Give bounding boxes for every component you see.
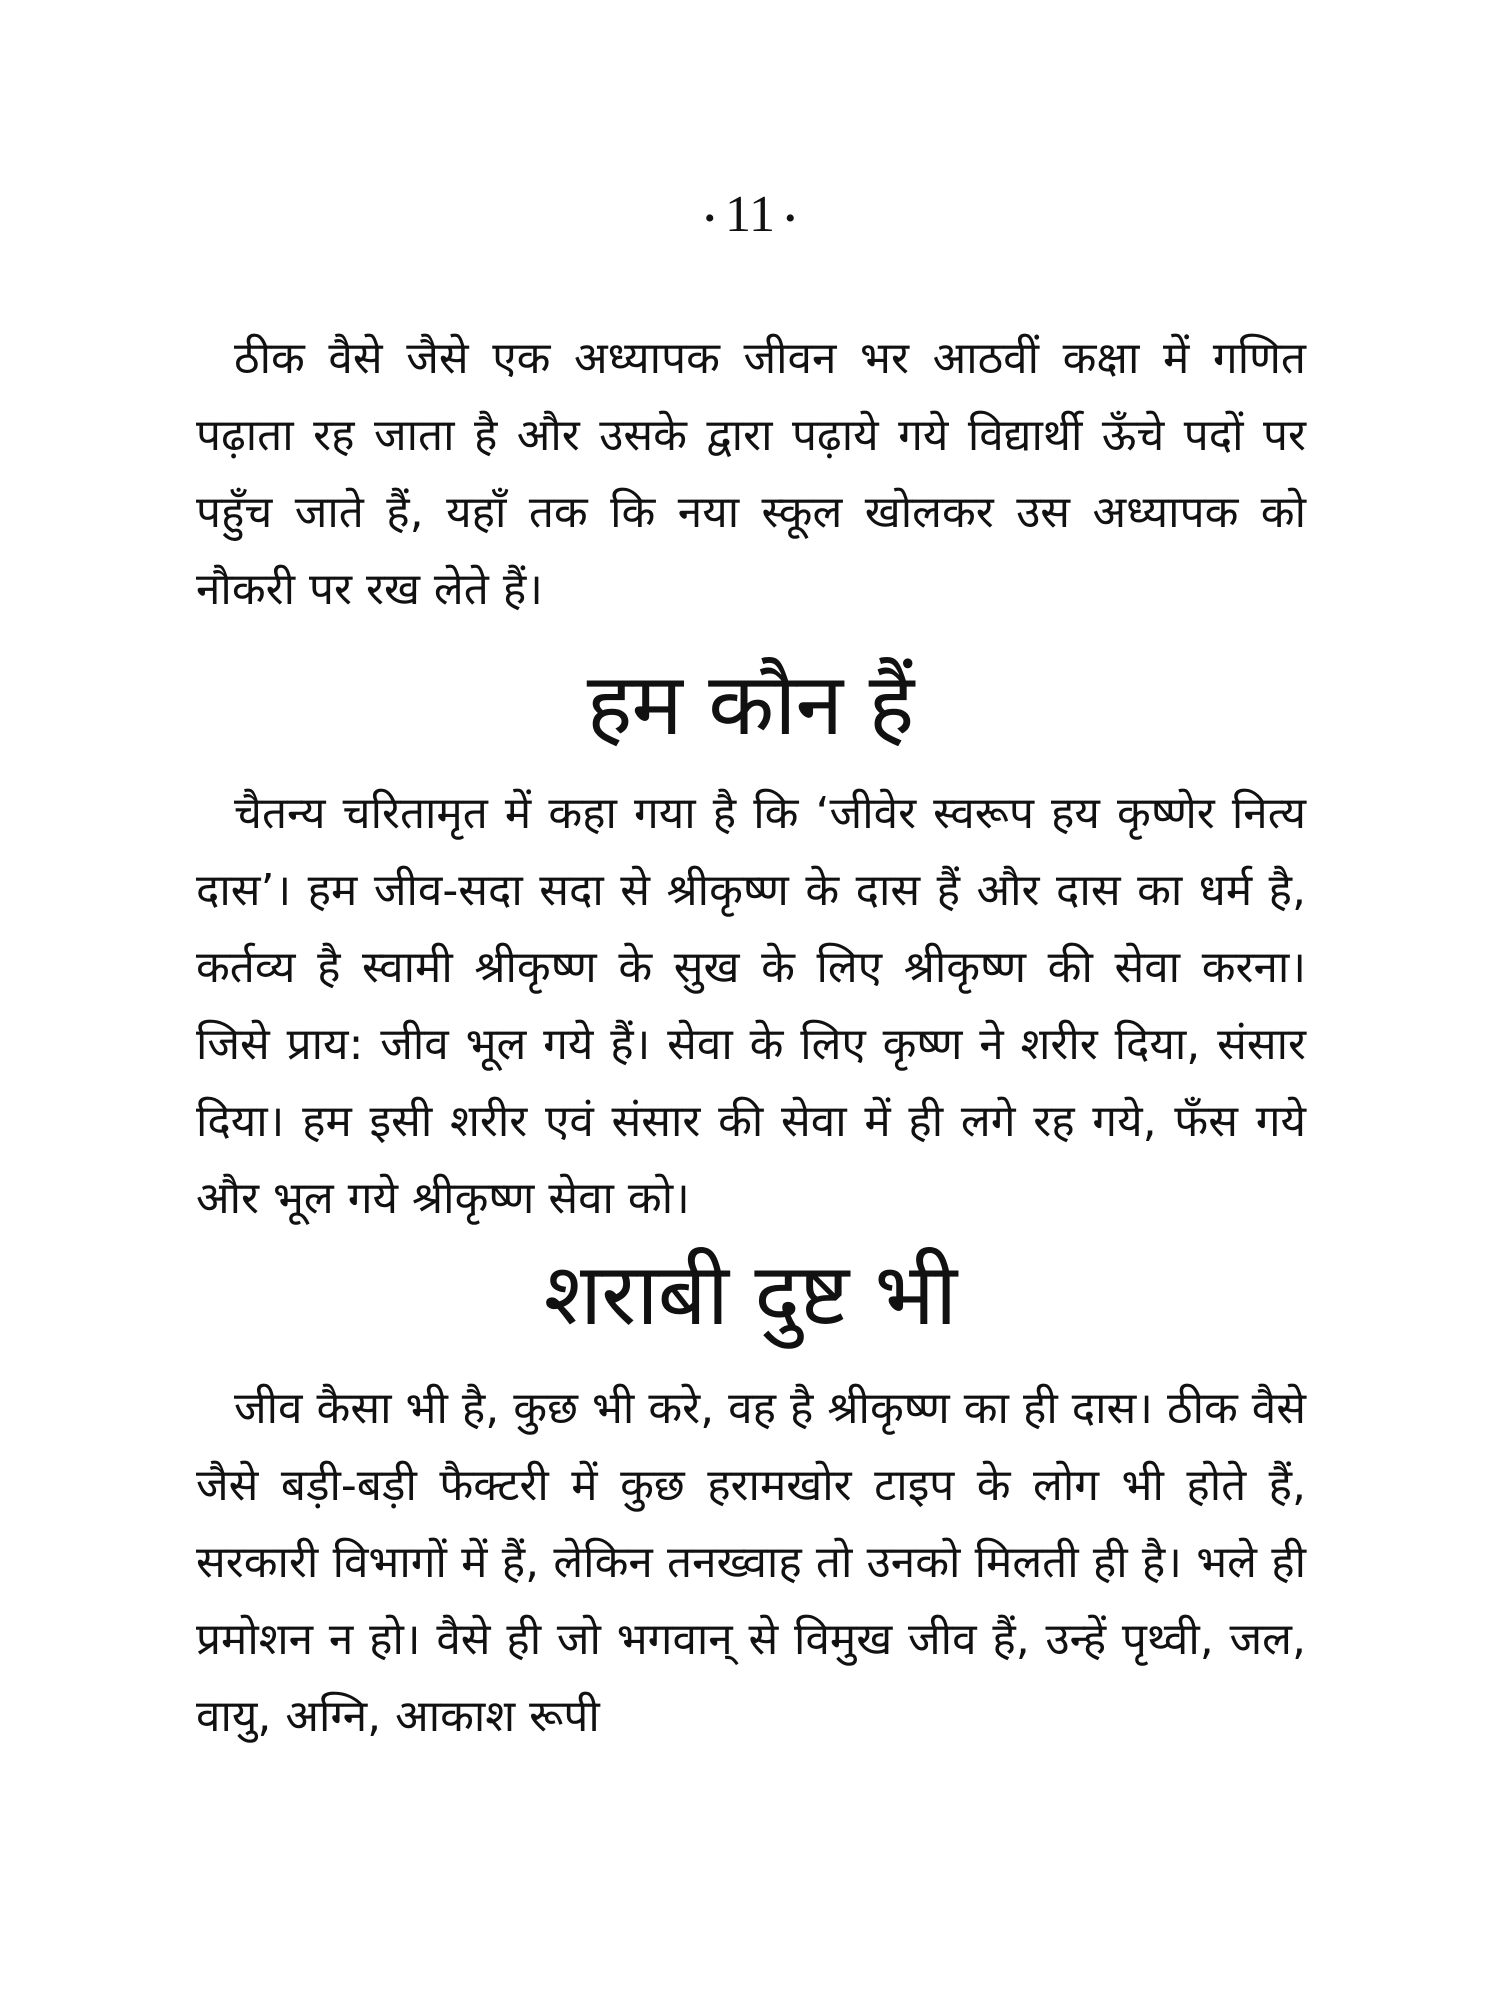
page-number-dot-right: • — [785, 202, 796, 236]
paragraph-text: चैतन्य चरितामृत में कहा गया है कि ‘जीवेर स्वरूप हय कृष्णेर नित्य दास’। हम जीव-सदा सदा से श्रीकृष्ण के दास हैं और दास का धर्म है, कर्तव्य है स्वामी श्रीकृष्ण के सुख के लिए श्रीकृष्ण की सेवा करना। जिसे प्राय: जीव भूल गये हैं। सेवा के लिए कृष्ण ने शरीर दिया, संसार दिया। हम इसी शरीर एवं संसार की सेवा में ही लगे रह गये, फँस गये और भूल गये श्रीकृष्ण सेवा को। — [196, 788, 1306, 1224]
paragraph-drunkard-wicked — [196, 1370, 1306, 1755]
paragraph-who-are-we — [196, 775, 1306, 1237]
section-heading-who-are-we: हम कौन हैं — [586, 655, 914, 755]
paragraph-continuation — [196, 320, 1306, 628]
page-number-value: 11 — [724, 186, 776, 243]
page-number-dot-left: • — [704, 202, 715, 236]
page-number — [0, 185, 1500, 249]
paragraph-text: ठीक वैसे जैसे एक अध्यापक जीवन भर आठवीं कक्षा में गणित पढ़ाता रह जाता है और उसके द्वारा पढ़ाये गये विद्यार्थी ऊँचे पदों पर पहुँच जाते हैं, यहाँ तक कि नया स्कूल खोलकर उस अध्यापक को नौकरी पर रख लेते हैं। — [196, 333, 1306, 615]
section-heading-drunkard-wicked: शराबी दुष्ट भी — [543, 1245, 957, 1345]
paragraph-text: जीव कैसा भी है, कुछ भी करे, वह है श्रीकृष्ण का ही दास। ठीक वैसे जैसे बड़ी-बड़ी फैक्टरी में कुछ हरामखोर टाइप के लोग भी होते हैं, सरकारी विभागों में हैं, लेकिन तनख्वाह तो उनको मिलती ही है। भले ही प्रमोशन न हो। वैसे ही जो भगवान् से विमुख जीव हैं, उन्हें पृथ्वी, जल, वायु, अग्नि, आकाश रूपी — [196, 1383, 1306, 1742]
